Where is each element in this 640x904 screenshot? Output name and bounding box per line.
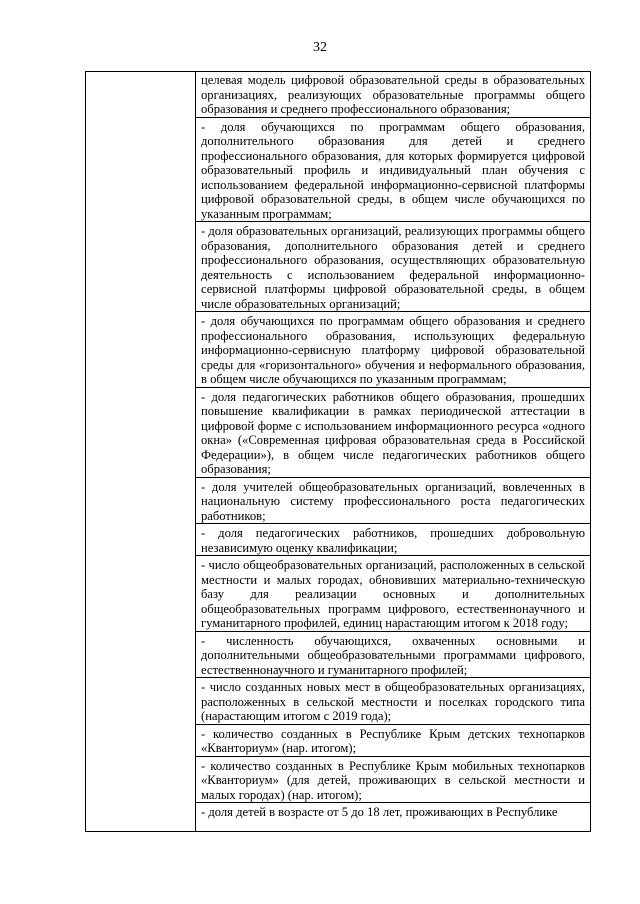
table-cell-item: - доля учителей общеобразовательных организаций, вовлеченных в национальную систему профессионального роста педагогических работников; [196, 477, 590, 524]
table-cell-item: - доля обучающихся по программам общего образования, дополнительного образования для детей и среднего профессионального образования, для которых формируется цифровой образовательный профиль и индивидуальный план обучения с использованием федеральной информационно-сервисной платформы цифровой образовательной среды, в общем числе обучающихся по указанным программам; [196, 117, 590, 222]
table-cell-item: - число общеобразовательных организаций, расположенных в сельской местности и малых городах, обновивших материально-техническую базу для реализации основных и дополнительных общеобразовательных программ цифрового, естественнонаучного и гуманитарного профилей, единиц нарастающим итогом к 2018 году; [196, 555, 590, 631]
table-cell-item: - доля образовательных организаций, реализующих программы общего образования, дополнительного образования детей и среднего профессионального образования, осуществляющих образовательную деятельность с использованием федеральной информационно-сервисной платформы цифровой образовательной среды, в общем числе образовательных организаций; [196, 221, 590, 311]
table-cell-item: - число созданных новых мест в общеобразовательных организациях, расположенных в сельской местности и поселках городского типа (нарастающим итогом с 2019 года); [196, 677, 590, 724]
table-cell-item: - численность обучающихся, охваченных основными и дополнительными общеобразовательными программами цифрового, естественнонаучного и гуманитарного профилей; [196, 631, 590, 678]
table-cell-item: - количество созданных в Республике Крым детских технопарков «Кванториум» (нар. итогом); [196, 724, 590, 756]
table-cell-item: - количество созданных в Республике Крым мобильных технопарков «Кванториум» (для детей, проживающих в сельской местности и малых городах) (нар. итогом); [196, 756, 590, 803]
table-cell-item: - доля детей в возрасте от 5 до 18 лет, проживающих в Республике [196, 802, 590, 820]
table-cell-item: - доля педагогических работников, прошедших добровольную независимую оценку квалификации; [196, 523, 590, 555]
table-left-column [86, 72, 196, 831]
table-cell-item: - доля обучающихся по программам общего образования и среднего профессионального образования, использующих федеральную информационно-сервисную платформу цифровой образовательной среды для «горизонтального» обучения и неформального образования, в общем числе обучающихся по указанным программам; [196, 311, 590, 387]
document-table [85, 71, 591, 832]
table-right-column [196, 72, 590, 831]
table-cell-item: - доля педагогических работников общего образования, прошедших повышение квалификации в рамках периодической аттестации в цифровой форме с использованием информационного ресурса «одного окна» («Современная цифровая образовательная среда в Российской Федерации»), в общем числе педагогических работников общего образования; [196, 387, 590, 477]
page-number: 32 [313, 40, 327, 55]
table-cell-item: целевая модель цифровой образовательной среды в образовательных организациях, реализующих образовательные программы общего образования и среднего профессионального образования; [201, 73, 585, 116]
